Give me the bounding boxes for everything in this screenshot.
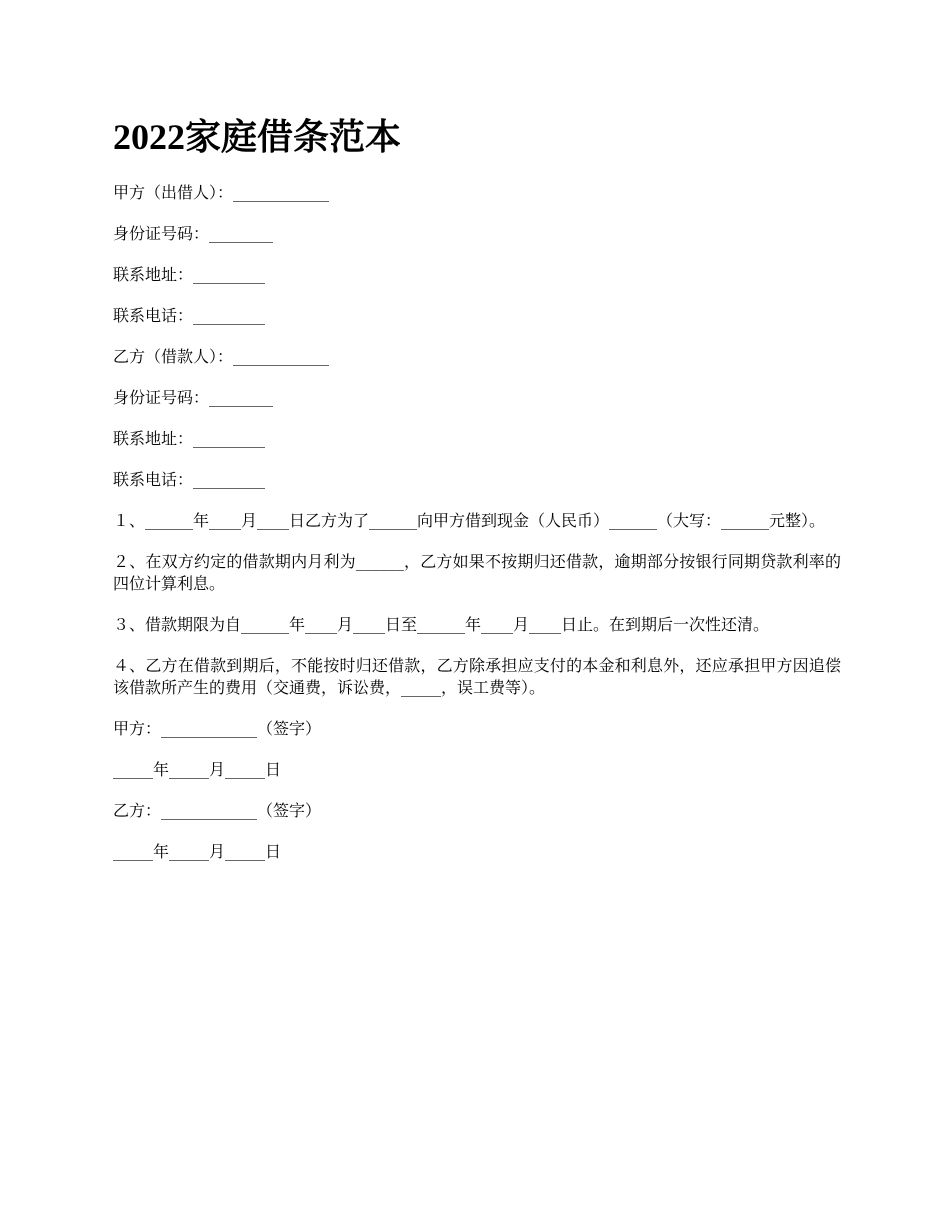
party-a-signature: 甲方：____________（签字） (113, 719, 322, 738)
party-b-signature: 乙方：____________（签字） (113, 801, 322, 820)
party-b-address: 联系地址：_________ (113, 429, 266, 448)
party-b-id-number: 身份证号码：________ (113, 388, 274, 407)
party-a-heading: 甲方（出借人）：____________ (113, 183, 330, 202)
party-a-phone: 联系电话：_________ (113, 306, 266, 325)
clause-4: ４、乙方在借款到期后，不能按时归还借款，乙方除承担应支付的本金和利息外，还应承担甲方因追偿该借款所产生的费用（交通费，诉讼费，_____，误工费等）。 (113, 656, 841, 697)
clause-3: ３、借款期限为自______年____月____日至______年____月____日止。在到期后一次性还清。 (113, 615, 770, 634)
party-b-date: _____年_____月_____日 (113, 842, 282, 861)
document-title: 2022家庭借条范本 (113, 117, 402, 157)
party-b-phone: 联系电话：_________ (113, 470, 266, 489)
clause-1: １、______年____月____日乙方为了______向甲方借到现金（人民币）______（大写：______元整）。 (113, 511, 826, 530)
party-a-id-number: 身份证号码：________ (113, 224, 274, 243)
clause-2: ２、在双方约定的借款期内月利为______，乙方如果不按期归还借款，逾期部分按银行同期贷款利率的四位计算利息。 (113, 552, 841, 593)
party-a-address: 联系地址：_________ (113, 265, 266, 284)
party-a-date: _____年_____月_____日 (113, 760, 282, 779)
party-b-heading: 乙方（借款人）：____________ (113, 347, 330, 366)
document-page (113, 112, 841, 882)
